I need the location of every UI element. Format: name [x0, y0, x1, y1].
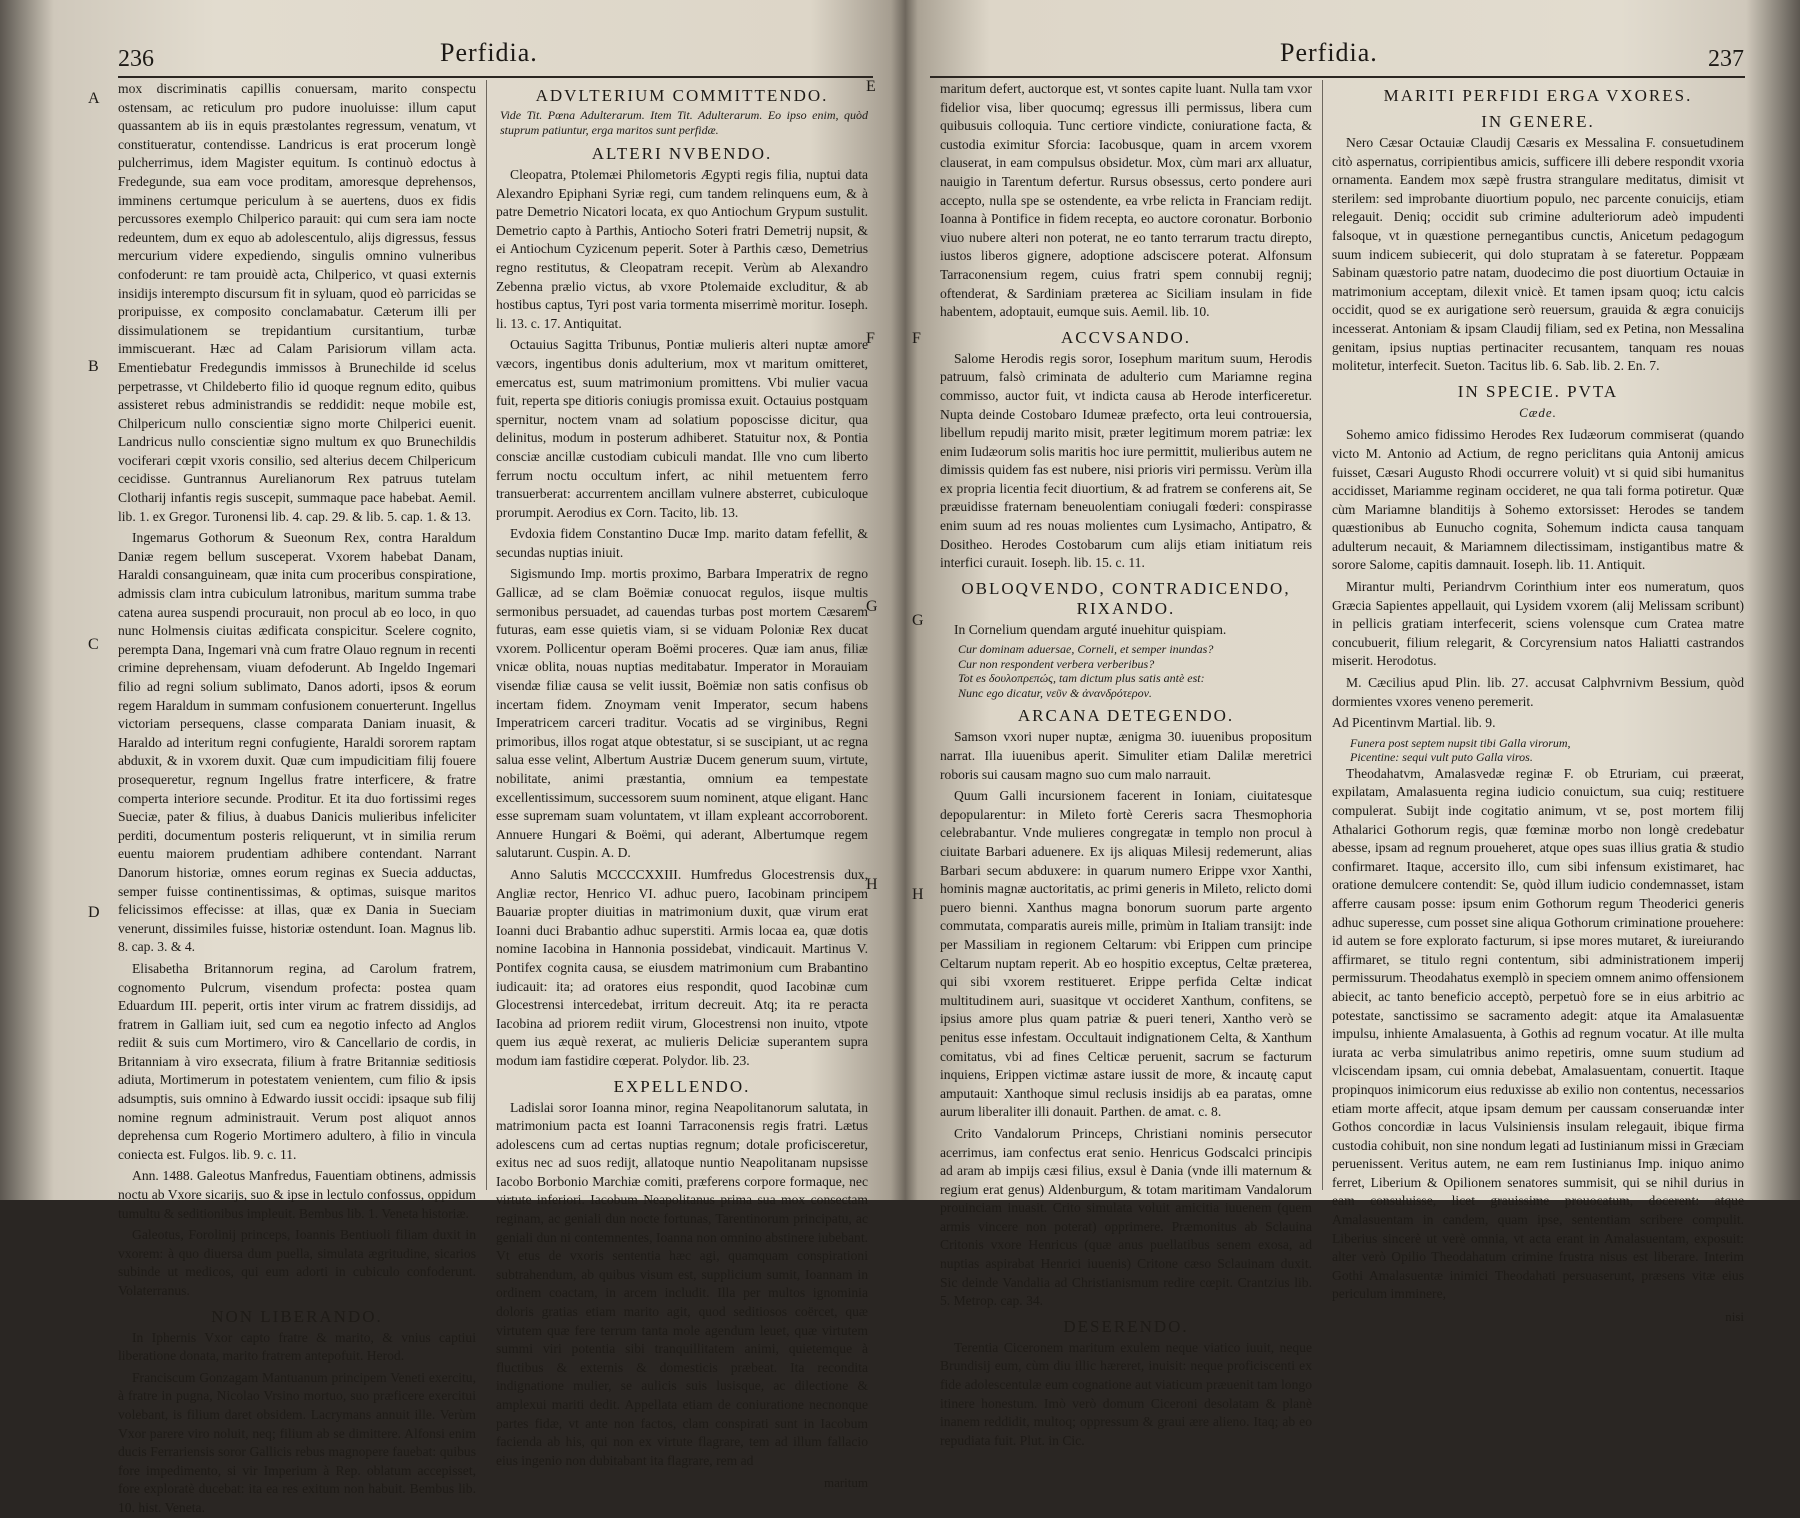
paragraph: Samson vxori nuper nuptæ, ænigma 30. iuuenibus propositum narrat. Illa iuuenibus aperit. Simuliter etiam Dalilæ meretrici roboris sui causam magno suo cum malo narrauit. [940, 729, 1312, 782]
paragraph: Ann. 1488. Galeotus Manfredus, Fauentiam obtinens, admissis noctu ab Vxore sicarijs, suo & ipse in lectulo confossus, oppidum tumultu & seditionibus impleuit. Bembus lib. 1. Veneta historiæ. [118, 1168, 476, 1221]
left-column-1 [118, 80, 476, 1515]
verse-line: Nunc ego dicatur, νεῦν & ἀνανδρότερον. [958, 685, 1152, 700]
verse-line: Cur non respondent verbera verberibus? [958, 656, 1155, 671]
section-heading: ACCVSANDO. [1060, 327, 1192, 347]
left-running-head: Perfidia. [440, 38, 538, 67]
paragraph: Theodahatvm, Amalasvedæ reginæ F. ob Etruriam, cui præerat, expilatam, Amalasuenta regina iudicio conuictum, sua cuiq; restituere compulerat. Subijt inde cogitatio animum, vt se, post mortem filij Athalarici Gothorum regis, quæ fœminæ morbo non longè credebatur abesse, ipsam ad regnum proueheret, atque opes suas illius gratia & studio confirmaret. Itaque, accersito illo, cum sibi infensum existimaret, hac oratione demulcere contendit: Se, quòd illum iudicio condemnasset, istam afferre causam posse: ipsum enim Gothorum regum Theoderici generis adhuc superesse, cum posset sine aliqua Gothorum criminatione prouehere: id autem se fore explorato facturum, si ipse mores mutaret, & iureiurando affirmaret, se titulo regni contentum, sibi administrationem imperij permissurum. Theodahatus exemplò in speciem omnem animo offensionem abiecit, ac tanto beneficio acceptò, perpetuò fore se in eius arbitrio ac potestate, sanctissimo se sacramento adegit: atque ita Amalasuentæ impulsu, inhiente Amalasuenta, à Gothis ad regnum vocatur. At ille multa iurata ac verba simulatribus animo repetiris, omne suum studium ad vlciscendam ipsam, cui omnia debebat, Amalasuentam, conuertit. Itaque propinquos inimicorum eius reduxisse ab exilio non contentus, necessarios etiam morte affecit, atque ipsam demum per caussam conseruandæ inter Gothos concordiæ in lacus Vulsiniensis insulam relegauit, ibique firma custodia cohibuit, non sine nondum legati ad Iustinianum missi in Græciam peruenissent. Veritus autem, ne eam rem Iustinianus Imp. iniquo animo ferret, Liberium & Opilionem senatores summisit, qui se nihil durius in eam consuluisse, licet grauissime prouocatum, docerent: atque Amalasuentam in candem, quam ipse, sententiam scribere compulit. Liberius sincerè ut verè omnia, vt acta erant in Amalasuentam, exposuit: alter verò Opilio Theodahatum crimine frustra nisus est liberare. Interim Gothi Amalasuentæ inimici Theodahati persuaserunt, præsens vitæ eius periculum imminere, [1332, 765, 1744, 1302]
inner-letter-e: E [866, 78, 876, 95]
cross-reference-note: Vide Tit. Pœna Adulterarum. Item Tit. Adulterarum. Eo ipso enim, quòd stuprum patiuntur, erga maritos sunt perfidæ. [500, 108, 868, 137]
paragraph: Elisabetha Britannorum regina, ad Carolum fratrem, cognomento Pulcrum, visendum profecta: postea quam Eduardum III. peperit, ortis inter virum ac fratrem dissidijs, ad fratrem in Galliam iuit, sed cum ea negotio infecto ad Anglos rediit & suis cum Mortimero, viro & Cancellario de cordis, in Britanniam à viro exsecrata, filium à fratre Britanniæ seditiosis adiuta, Mortimerum in potestatem venientem, cum filio & ipsis adsumptis, suis omnino à Edwardo iussit occidi: ipsaque sub filij nomine regnum administrauit. Verum post aliquot annos deprehensa cum Rogerio Mortimero adultero, à filio in vincula coniecta est. Fulgos. lib. 9. c. 11. [118, 960, 476, 1162]
section-subheading: Cæde. [1519, 404, 1557, 420]
paragraph: In Iphernis Vxor capto fratre & marito, & vnius captiui liberatione donata, marito fratrem antepofuit. Herod. [118, 1329, 476, 1364]
left-page-number: 236 [118, 46, 154, 72]
section-heading: DESERENDO. [1063, 1316, 1189, 1336]
paragraph: Franciscum Gonzagam Mantuanum principem Veneti exercitu, à fratre in pugna, Nicolao Vrsino mortuo, suo præficere exercitui volebant, is filium daret obsidem. Lacrymans annuit ille. Verùm Vxor parere viro noluit, neq; filium ab se dimittere. Alfonsi enim ducis Ferrariensis soror Gallicis rebus magnopere fauebat: quibus fore impedimento, si vir Imperium à Rep. oblatum accepisset, fore exploratè ducebat: ita ea res exitum non habuit. Bembus lib. 10. hist. Veneta. [118, 1369, 476, 1515]
catchword: nisi [1725, 1309, 1744, 1325]
verse-line: Tot es δουλοπρεπώς, tam dictum plus satis antè est: [958, 671, 1205, 686]
right-column-divider [1322, 80, 1323, 1190]
margin-letter-h: H [912, 886, 924, 903]
inner-letter-g: G [866, 598, 878, 615]
paragraph: In Cornelium quendam arguté inuehitur quispiam. [954, 621, 1227, 637]
inner-letter-f: F [866, 330, 875, 347]
margin-letter-b: B [88, 358, 99, 375]
section-heading: OBLOQVENDO, CONTRADICENDO, RIXANDO. [961, 578, 1291, 618]
catchword: maritum [823, 1475, 868, 1491]
paragraph: Salome Herodis regis soror, Iosephum maritum suum, Herodis patruum, falsò criminata de adulterio cum Mariamne regina commisso, auctor fuit, vt indicta causa ab Herode interficeretur. Nupta deinde Costobaro Idumeæ præfecto, orta leui controuersia, libellum repudij marito misit, præter legitimum morem patriæ: lex enim Iudæorum solis maritis hoc iure permittit, mulieribus autem ne dimissis quidem fas est nubere, nisi prioris viri permissu. Verùm illa ex propria licentia fecit diuortium, & ad fratrem se conferens ait, Se præuidisse fraternam beneuolentiam coniugali fœderi: conspirasse enim suum ad res nouas molientes cum Lysimacho, Antipatro, & Dositheo. Herodes Costobarum cum alijs etiam initiatum reis interfici curauit. Ioseph. lib. 15. c. 11. [940, 350, 1312, 571]
verse-line: Picentine: sequi vult puto Galla viros. [1350, 750, 1533, 765]
paragraph: Sigismundo Imp. mortis proximo, Barbara Imperatrix de regno Gallicæ, ad se clam Boëmiæ conuocat regulos, iisque multis sermonibus persuadet, ad cauendas turbas post mortem Cæsarem futuras, eam esse quietis viam, si se viduam Poloniæ Rex ducat vxorem. Pollicentur operam Boëmi proceres. Quæ iam anus, filiæ vnicæ oblita, nouas nuptias meditabatur. Imperator in Morauiam visendæ filiæ causa se velit iussit, Boëmiæ non satis confisus ob incertam fidem. Znoymam venit Imperator, secum habens Imperatricem carceri traditur. Vocatis ad se virginibus, Regni primoribus, illos rogat atque obtestatur, si se suscipiant, ut ac regna salua esse velint, Albertum Austriæ Ducem generum suum, virtute, nobilitate, animi præstantia, omnium ea tempestate excellentissimum, successorem suum nominent, atque eligant. Hanc esse supremam suam voluntatem, vt illam expleant accorroborent. Annuere Hungari & Boëmi, qui aderant, Albertumque regem salutarunt. Cuspin. A. D. [496, 566, 868, 861]
left-column-2 [496, 80, 868, 1491]
right-page [900, 0, 1800, 1448]
margin-letter-d: D [88, 904, 100, 921]
right-running-head: Perfidia. [1280, 38, 1378, 67]
paragraph: Evdoxia fidem Constantino Ducæ Imp. marito datam fefellit, & secundas nuptias iniuit. [496, 526, 868, 560]
paragraph: Crito Vandalorum Princeps, Christiani nominis persecutor acerrimus, iam confectus erat senio. Henricus Godscalci principis ad aram ab impijs cæsi filius, exsul è Dania (vnde illi maternum & regium erat genus) Aldenburgum, & totam maritimam Vandalorum prouinciam inuasit. Crito simulata voluit amicitia iuuenem (quem armis vincere non poterat) opprimere. Præmonitus ab Sclauina Critonis vxore Henricus (quæ anus puellatibus senem exosa, ad nuptias aspirabat Henrici iuuenis) Critone cæso Sclauinam duxit. Sic deinde Vandalia ad Christianismum redire cœpit. Crantzius lib. 5. Metrop. cap. 34. [940, 1125, 1312, 1309]
paragraph: Cleopatra, Ptolemæi Philometoris Ægypti regis filia, nuptui data Alexandro Epiphani Syriæ regi, cum tandem relinquens eum, & à patre Demetrio Nicatori locata, ex quo Antiochum Grypum sustulit. Demetrio capto à Parthis, Antiocho Soteri fratri Demetrij nupsit, & ei Antiochum Cyzicenum peperit. Soter à Parthis cæso, Demetrius regno restitutus, & Cleopatram recepit. Verùm ab Alexandro Zebenna prælio victus, ab vxore Ptolemaide excluditur, & ab hostibus captus, Tyri post varia tormenta miserrimè moritur. Ioseph. li. 13. c. 17. Antiquitat. [496, 167, 868, 331]
left-page [0, 0, 900, 1515]
paragraph: Ad Picentinvm Martial. lib. 9. [1332, 715, 1496, 731]
section-heading: ADVLTERIUM COMMITTENDO. [535, 86, 829, 105]
paragraph: Ingemarus Gothorum & Sueonum Rex, contra Haraldum Daniæ regem bellum susceperat. Vxorem habebat Danam, Haraldi consanguineam, quæ inita cum proceribus conspiratione, admissis clam intra cubiculum latronibus, maritum summa trabe catena aurea suspendi procurauit, non procul ab eo loco, in quo nunc Holmensis ciuitas ædificata conspicitur. Scelere cognito, perempta Dana, Ingemari vnà cum fratre Olauo regnum in recenti crimine deprehensam, viuam defoderunt. Ab Ingeldo Ingemari filio ad regni solium sublimato, Danos adorti, ipsos & eorum regem Haraldum in summam confusionem conuerterunt. Ingellus victoriam persequens, classe comparata Daniam inuasit, & Haraldo ad interitum regni confugiente, Haraldi sororem raptam abduxit, & in vxorem duxit. Quæ cum impudicitiam filij fouere prosequeretur, regnum Ingellus fratre interficere, & fratre comperta interiore secunde. Proditur. Et ita duo fortissimi reges Sueciæ, pater & filius, à duabus Danicis mulieribus infeliciter perditi, documentum posteris reliquerunt, vt in similia rerum euentu maiorem prudentiam adhibere contendant. Narrant Danorum historiæ, omnes eorum reginas ex Suecia adductas, semper fuisse continentissimas, & optimas, suisque maritos felicissimos effecisse: at illas, quæ ex Dania in Sueciam venerunt, dissimiles fuisse, historiæ ostendunt. Ioan. Magnus lib. 8. cap. 3. & 4. [118, 530, 476, 955]
left-column-divider [486, 80, 487, 1190]
paragraph: Anno Salutis MCCCCXXIII. Humfredus Glocestrensis dux, Angliæ rector, Henrico VI. adhuc puero, Iacobinam principem Bauariæ propter diuitias in matrimonium duxit, quæ virum erat Ioanni duci Brabantio adhuc superstiti. Armis locaa ea, quæ dotis nomine Iacobina in Hannonia possidebat, vindicauit. Martinus V. Pontifex cognita causa, se eiusdem matrimonium cum Brabantino iudicauit: ita; ad oratores eius respondit, quod Iacobinæ cum Glocestrensi intercedebat, irritum decreuit. Atq; ita re peracta Iacobina ad priorem rediit virum, Glocestrensi non inuito, vtpote quem ius æquè rexerat, ac mulieris Deliciæ superantem supra modum iam fastidire cœperat. Polydor. lib. 23. [496, 866, 868, 1068]
paragraph: Octauius Sagitta Tribunus, Pontiæ mulieris alteri nuptæ amore væcors, ingentibus donis adulterium, mox vt maritum omitteret, emercatus est, suum matrimonium promittens. Vbi mulier vacua fuit, reperta spe ditioris coniugis promissa exuit. Octauius postquam spernitur, noctem vnam ad solatium poposcisse dicitur, qua delinitus, modum in posterum adhiberet. Statuitur nox, & Pontia consciæ ancillæ custodiam cubiculi mandat. Ille vno cum liberto ferrum noctu occultum infert, ac nihil metuentem ferro transuerberat: accurrentem ancillam vulnere absterret, cubiculoque prorumpit. Aerodius ex Corn. Tacito, lib. 13. [496, 337, 868, 520]
paragraph: Quum Galli incursionem facerent in Ioniam, ciuitatesque depopularentur: in Mileto fortè Cereris sacra Thesmophoria celebrabantur. Vnde mulieres congregatæ in templo non procul à ciuitate Barbari aduenere. Ex ijs aliquas Milesij redemerunt, alias Barbari secum abduxere: in quarum numero Erippe vxor Xanthi, hominis magnæ auctoritatis, ac primi generis in Mileto, relicto domi puero bienni. Xanthus magna bonorum suorum parte argento commutata, comparatis aureis mille, primùm in Italiam transijt: inde per Massiliam in regionem Celtarum: vbi Erippen cum principe Celtarum nuptam reperit. Ab eo hospitio exceptus, Celtæ præterea, qui sibi vxorem restitueret. Erippe perfida Celtæ indicat multitudinem auri, suasitque vt occideret Xanthum, confitens, se ipsius amore plus quam patriæ & pueri teneri, Xantho verò se penitus esse infestam. Occultauit indignationem Celta, & Xanthum comitatus, vbi ad fines Celticæ peruenit, sacrum se facturum inquiens, Erippen victimæ astare iussit de more, & incautę caput amputauit: Xanthoque simul reclusis insidijs ab ea paratas, omne aurum liberaliter illi donauit. Parthen. de amat. c. 8. [940, 788, 1312, 1120]
paragraph: Terentia Ciceronem maritum exulem neque viatico iuuit, neque Brundisij eum, cùm diu illic hæreret, inuisit: neque proficiscenti ex fide adolescentulæ eum cognatione aut viaticum præuenit tam longo itinere honestum. Imò verò domum Ciceroni desolatam & planè inanem reddidit, multoq; oppressum & graui ære alieno. Itaq; ab eo repudiata fuit. Plut. in Cic. [940, 1339, 1312, 1448]
verse-line: Funera post septem nupsit tibi Galla virorum, [1350, 735, 1571, 750]
paragraph: Mirantur multi, Periandrvm Corinthium inter eos numeratum, quos Græcia Sapientes appellauit, qui Lysidem vxorem (alij Melissam scribunt) in pellicis gratiam interfecerit, sciens volensque cum Cratea matre concubuerit, filium relegarit, & Corcyrensium natos Haliatti castrandos miserit. Herodotus. [1332, 579, 1744, 669]
paragraph: mox discriminatis capillis conuersam, marito conspectu ostensam, ac reticulum pro pudore inuoluisse: illum caput quassantem ab iis in equis præstolantes regressum, venatum, vt constitueratur, contendisse. Landricus is erat procerum longè pulcherrimus, idem Magister equitum. Is continuò edoctus à Fredegunde, sua eam voce proditam, amoresque deprehensos, imminens certumque periculum à se auertens, duos ex fidis percussores exemplo Chilperico parauit: qui cum sera iam nocte redeuntem, dum ex equo ab adolescentulo, alijs digressus, fessus mercurium videre expediendo, singulis omnino vulneribus confoderunt: re tam prouidè acta, Chilperico, vt quasi externis insidijs interempto discursum fit in syluam, quod eò parricidas se proripuisse, ex composito conclamabatur. Cæterum illi per dissimulationem se trepidantium cursitantium, turbæ immiscuerant. Hæc ad Calam Parisiorum villam acta. Ementiebatur Fredegundis immissos à Brunechilde id scelus perpetrasse, vt Childeberto filio id quoque regnum edito, quibus assisteret rebus administrandis se reddidit: neque mobile est, Chilpericum nullo conscientiæ signo morte Chilperici euenit. Landricus nullo conscientiæ signo multum ex quo Brunechildis vociferari cœpit vxoris consilio, sed alterius decem Chilpericum cecidisse. Guntrannus Aurelianorum Rex patruus tutelam Clotharij infantis regis suscepit, summaque pace habebat. Aemil. lib. 1. ex Gregor. Turonensi lib. 4. cap. 29. & lib. 5. cap. 1. & 13. [118, 81, 476, 524]
right-column-2 [1332, 80, 1744, 1325]
section-heading: IN SPECIE. PVTA [1457, 381, 1619, 401]
section-subheading: IN GENERE. [1481, 112, 1595, 131]
margin-letter-g: G [912, 612, 924, 629]
left-header-rule [118, 76, 873, 78]
paragraph: M. Cæcilius apud Plin. lib. 27. accusat Calphvrnivm Bessium, quòd dormientes vxores veneno peremerit. [1332, 675, 1744, 709]
margin-letter-c: C [88, 636, 99, 653]
paragraph: Sohemo amico fidissimo Herodes Rex Iudæorum commiserat (quando victo M. Antonio ad Actium, de regno periclitans quia Antonij amicus fuisset, Cæsari Augusto Rhodi occurrere voluit) vt si quid sibi humanitus accidisset, Mariamme reginam occideret, ne qua tali forma potiretur. Quæ cùm Mariamne blanditijs à Sohemo extorsisset: Herodes se tandem quæstionibus ab Eunucho cognita, Sohemum indicta causa tanquam adulterum necauit, & Mariamnem dilectissimam, instigantibus matre & sorore Salome, capitis damnauit. Ioseph. lib. 11. Antiquit. [1332, 427, 1744, 573]
section-heading: EXPELLENDO. [613, 1076, 751, 1096]
section-heading: ARCANA DETEGENDO. [1017, 706, 1235, 726]
verse-line: Cur dominam aduersae, Corneli, et semper inundas? [958, 642, 1214, 657]
right-page-number: 237 [1708, 46, 1744, 72]
margin-letter-f: F [912, 330, 921, 347]
right-header-rule [930, 76, 1745, 78]
section-heading: MARITI PERFIDI ERGA VXORES. [1383, 86, 1693, 105]
paragraph: Nero Cæsar Octauiæ Claudij Cæsaris ex Messalina F. consuetudinem citò aspernatus, corripientibus amicis, sufficere illi debere respondit vxoria ornamenta. Eandem mox sæpè frustra strangulare meditatus, dimisit vt sterilem: sed improbante diuortium populo, nec parcente conuicijs, etiam relegauit. Deniq; occidit sub crimine adulteriorum adeò impudenti falsoque, vt in quæstione pernegantibus cunctis, Anicetum pedagogum suum indicem subiecerit, qui dolo stupratam à se fateretur. Poppæam Sabinam quæstorio patre natam, duodecimo die post diuortium Octauiæ in matrimonium acceptam, dilexit vnicè. Et tamen ipsam quoq; ictu calcis occidit, quod se ex aurigatione serò reuersum, grauida & ægra conuicijs incesserat. Antoniam & ipsam Claudij filiam, sed ex Petina, non Messalina genitam, ipsius nuptias pertinaciter recusantem, tanquam res nouas molitetur, interfecit. Sueton. Tacitus lib. 6. Sab. lib. 2. En. 7. [1332, 135, 1744, 374]
margin-letter-a: A [88, 90, 100, 107]
paragraph: maritum defert, auctorque est, vt sontes capite luant. Nulla tam vxor fidelior visa, liber quocumq; egressus illi permissus, libera cum quibusuis colloquia. Tunc certiore vindicte, coniuratione facta, & custodia eximitur Sforcia: Iacobusque, quam in arcem vxorem clauserat, in eam compulsus obsidetur. Mox, cùm mari arx alluatur, nauigio in Tarentum defertur. Rursus obsessus, certo pondere auri accepto, nulla spe se ostendente, ea vrbe relicta in Franciam redijt. Ioanna à Pontifice in fidem recepta, eo auctore coronatur. Borbonio viuo nubere alteri non poterat, ne eo tanto terrarum tractu direpto, iustos liberos gignere, adoptione adsciscere poterat. Alfonsum Tarraconensium regem, cuius fratri spem connubij regnij; oftenderat, & Sardiniam præterea ac Siciliam insulam in fide habentem, adoptauit, eumque suis. Aemil. lib. 10. [940, 81, 1312, 320]
inner-letter-h: H [866, 876, 878, 893]
paragraph: Galeotus, Forolinij princeps, Ioannis Bentiuoli filiam duxit in vxorem: à quo diuersa dum puella, simulata ægritudine, sicarios subinde ut medicos, qui eum adorti in cubiculo confoderunt. Volaterranus. [118, 1227, 476, 1298]
section-heading: ALTERI NVBENDO. [591, 144, 773, 163]
right-column-1 [940, 80, 1312, 1448]
paragraph: Ladislai soror Ioanna minor, regina Neapolitanorum salutata, in matrimonium pacta est Ioanni Tarraconensis regis fratri. Lætus adolescens cum ad certas nuptias regnum; dotale proficisceretur, exitus nec ad suos redijt, allatoque nuntio Neapolitanam nupsisse Iacobo Borbonio Marchiæ comiti, præferens corpore formaque, nec virtute inferiori. Iacobum Neapolitanus prima sua mox consectam reginam, ac geniali dun nocte fortunas, Tarentinorum principatu, ac geniali dun ni contemnentes, Ioanna non omnino abstinere iubebant. Vt etus de vxoris sententia hæc agi, quamquam conspirationi subtrahendum, ab quibus visum est, supplicium sumit, Ioannam in ordinem coactam, in arcem includit. Illa per multos ignominia doloris gratias etiam marito agit, quod seditiosos coërcet, quæ virtutem quæ fere terrum tanta mole agendum leuet, quæ virtutem summi viri potentia sibi tranquillitatem animi, quietemque à fluctibus & externis & domesticis præbeat. Ita recondita indignatione mulier, se aulicis suis lusisque, ac dilectione & amplexui mariti dedit. Appellata etiam de coniuratione necnonque partes fidæ, vt ante non factos, clam conspirati sunt in Iacobum facienda ab his, qui non ex virtute flagrare, tem ad illum fallacio eius ingenio non dubitabant ita flagrare, rem ad [496, 1099, 868, 1468]
section-heading: NON LIBERANDO. [211, 1306, 383, 1326]
